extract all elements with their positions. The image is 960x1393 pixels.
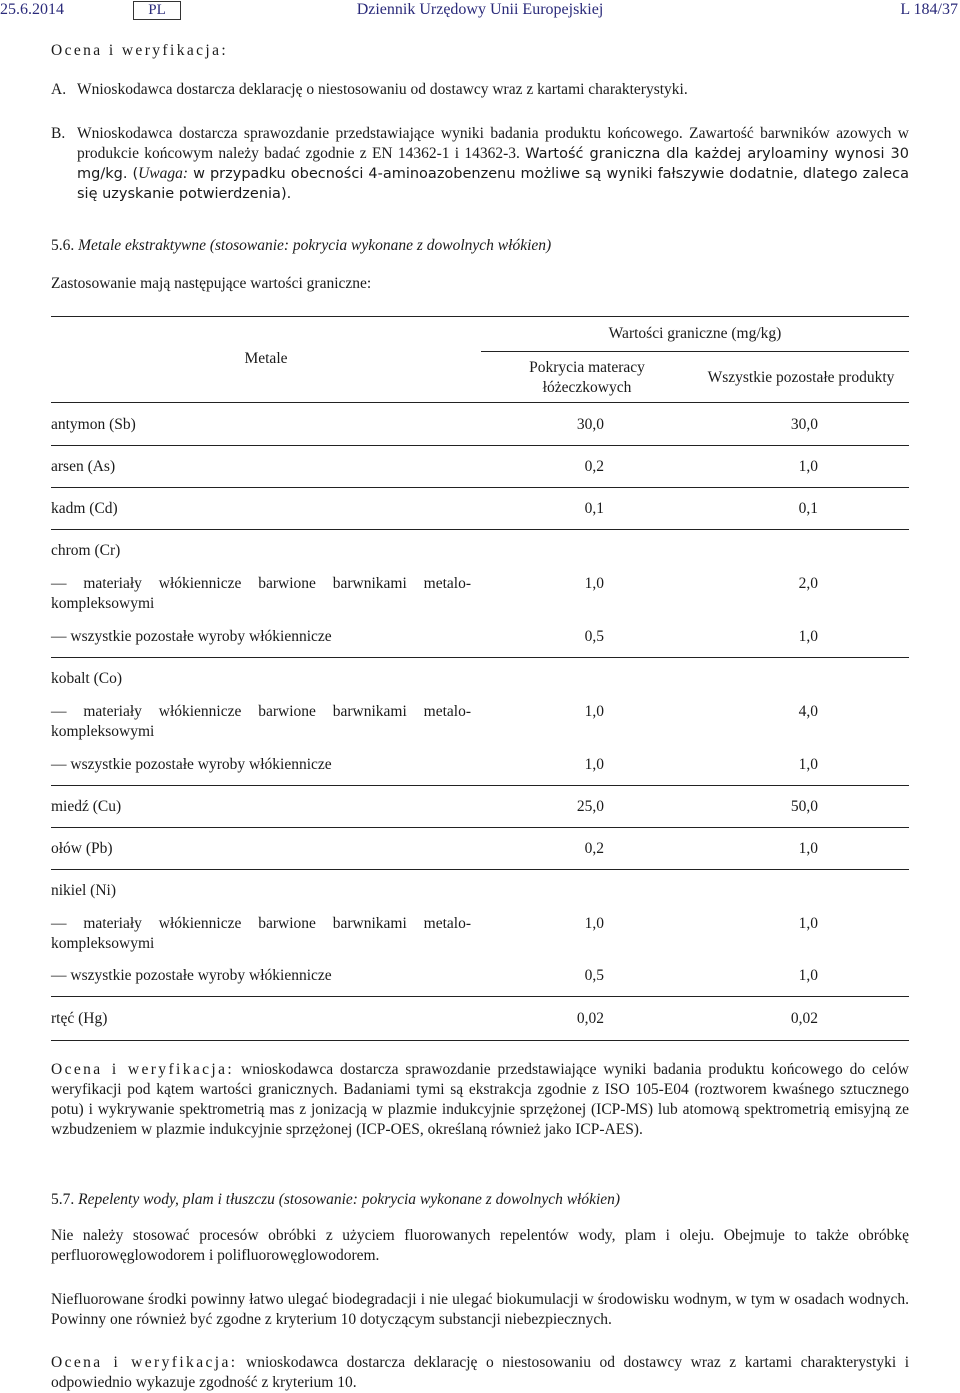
table-row-sublabel: — wszystkie pozostałe wyroby włókiennicze <box>51 628 332 645</box>
table-cell-crib: 0,5 <box>584 628 604 645</box>
table-cell-other: 50,0 <box>790 798 818 815</box>
section-5-7-paragraph-1: Nie należy stosować procesów obróbki z użyciem fluorowanych repelentów wody, plam i oleju. Obejmuje to także obróbkę perfluorowęglowodorem i polifluorowęglowodorem. <box>51 1227 909 1264</box>
table-cell-other: 1,0 <box>798 458 818 475</box>
table-bottom-rule <box>51 1040 909 1041</box>
table-cell-crib: 0,02 <box>576 1010 604 1027</box>
section-5-7-paragraph-2: Niefluorowane środki powinny łatwo ulegać biodegradacji i nie ulegać biokumulacji w środowisku wodnym, w tym w osadach wodnych. Powinny one również być zgodne z kryterium 10 dotyczącym substancji niebezpiecznych. <box>51 1291 909 1328</box>
table-cell-other: 1,0 <box>798 967 818 984</box>
assessment-label: Ocena i weryfikacja: <box>51 42 229 59</box>
table-cell-other: 0,1 <box>798 500 818 517</box>
table-header-rule <box>51 402 909 403</box>
page-number: L 184/37 <box>900 1 958 18</box>
table-row-sublabel: — materiały włókiennicze barwione barwnikami metalo-kompleksowymi <box>51 703 471 740</box>
table-row-label: rtęć (Hg) <box>51 1010 108 1027</box>
assessment-2-paragraph: Ocena i weryfikacja: wnioskodawca dostarcza sprawozdanie przedstawiające wyniki badania produktu końcowego do celów weryfikacji pod kątem wartości granicznych. Badaniami tymi są ekstrakcja zgodnie z ISO 105-E04 (roztworem kwaśnego sztucznego potu) i wykrywanie spektrometrią mas z jonizacją w plazmie indukcyjnie sprzężonej (ICP-MS) lub atomową spektrometrią emisyjną ze wzbudzeniem w plazmie indukcyjnie sprzężonej (ICP-OES, określaną również jako ICP-AES). <box>51 1061 909 1138</box>
section-5-6-heading: 5.6. Metale ekstraktywne (stosowanie: pokrycia wykonane z dowolnych włókien) <box>51 237 552 254</box>
table-row-rule <box>51 869 909 870</box>
table-row-rule <box>51 827 909 828</box>
language-badge: PL <box>133 1 181 20</box>
table-cell-crib: 0,1 <box>584 500 604 517</box>
item-b-text: Wnioskodawca dostarcza sprawozdanie przedstawiające wyniki badania produktu końcowego. Zawartość barwników azowych w produkcie końcowym należy badać zgodnie z EN 14362-1 i 14362-3. Wartość graniczna dla każdej aryloaminy wynosi 30 mg/kg. (Uwaga: w przypadku obecności 4-aminoazobenzenu możliwe są wyniki fałszywie dodatnie, dlatego zaleca się uzyskanie potwierdzenia). <box>77 125 909 202</box>
table-row-label: arsen (As) <box>51 458 116 475</box>
table-row-rule <box>51 785 909 786</box>
table-cell-other: 0,02 <box>790 1010 818 1027</box>
item-b-marker: B. <box>51 125 66 142</box>
column-header-crib-mattress: Pokrycia materacy łóżeczkowych <box>529 359 645 396</box>
journal-title: Dziennik Urzędowy Unii Europejskiej <box>356 1 604 18</box>
table-cell-crib: 1,0 <box>584 575 604 592</box>
page-header <box>0 0 960 22</box>
table-row-sublabel: — materiały włókiennicze barwione barwnikami metalo-kompleksowymi <box>51 575 471 612</box>
table-row-rule <box>51 996 909 997</box>
table-cell-other: 2,0 <box>798 575 818 592</box>
assessment-3-paragraph: Ocena i weryfikacja: wnioskodawca dostarcza deklarację o niestosowaniu od dostawcy wraz z kartami charakterystyki i odpowiednio wykazuje zgodność z kryterium 10. <box>51 1354 910 1391</box>
table-row-label: chrom (Cr) <box>51 542 121 559</box>
table-cell-crib: 0,2 <box>584 840 604 857</box>
item-a-text: Wnioskodawca dostarcza deklarację o niestosowaniu od dostawcy wraz z kartami charakterystyki. <box>77 81 688 98</box>
table-row-rule <box>51 529 909 530</box>
table-row-label: antymon (Sb) <box>51 416 136 433</box>
table-cell-crib: 30,0 <box>576 416 604 433</box>
table-cell-crib: 25,0 <box>576 798 604 815</box>
table-row-rule <box>51 487 909 488</box>
table-cell-crib: 1,0 <box>584 703 604 720</box>
table-cell-crib: 1,0 <box>584 915 604 932</box>
table-cell-other: 1,0 <box>798 915 818 932</box>
table-row-label: nikiel (Ni) <box>51 882 116 899</box>
table-row-label: ołów (Pb) <box>51 840 113 857</box>
table-cell-other: 1,0 <box>798 840 818 857</box>
table-row-rule <box>51 445 909 446</box>
publication-date: 25.6.2014 <box>0 1 64 18</box>
column-header-limit-values: Wartości graniczne (mg/kg) <box>608 325 782 342</box>
table-cell-other: 4,0 <box>798 703 818 720</box>
table-row-label: kobalt (Co) <box>51 670 123 687</box>
table-row-rule <box>51 657 909 658</box>
column-header-metals: Metale <box>244 350 288 367</box>
item-a-marker: A. <box>51 81 67 98</box>
table-cell-crib: 0,2 <box>584 458 604 475</box>
table-row-label: kadm (Cd) <box>51 500 118 517</box>
table-row-label: miedź (Cu) <box>51 798 122 815</box>
table-cell-crib: 1,0 <box>584 756 604 773</box>
table-cell-other: 1,0 <box>798 756 818 773</box>
section-5-6-intro: Zastosowanie mają następujące wartości graniczne: <box>51 275 372 292</box>
column-header-other-products: Wszystkie pozostałe produkty <box>707 369 895 386</box>
section-5-7-heading: 5.7. Repelenty wody, plam i tłuszczu (stosowanie: pokrycia wykonane z dowolnych włókien) <box>51 1191 621 1208</box>
table-cell-other: 30,0 <box>790 416 818 433</box>
table-cell-other: 1,0 <box>798 628 818 645</box>
table-row-sublabel: — wszystkie pozostałe wyroby włókiennicze <box>51 756 332 773</box>
table-row-sublabel: — wszystkie pozostałe wyroby włókiennicze <box>51 967 332 984</box>
table-top-rule <box>51 316 909 317</box>
table-group-rule <box>481 351 909 352</box>
table-row-sublabel: — materiały włókiennicze barwione barwnikami metalo-kompleksowymi <box>51 915 471 952</box>
table-cell-crib: 0,5 <box>584 967 604 984</box>
